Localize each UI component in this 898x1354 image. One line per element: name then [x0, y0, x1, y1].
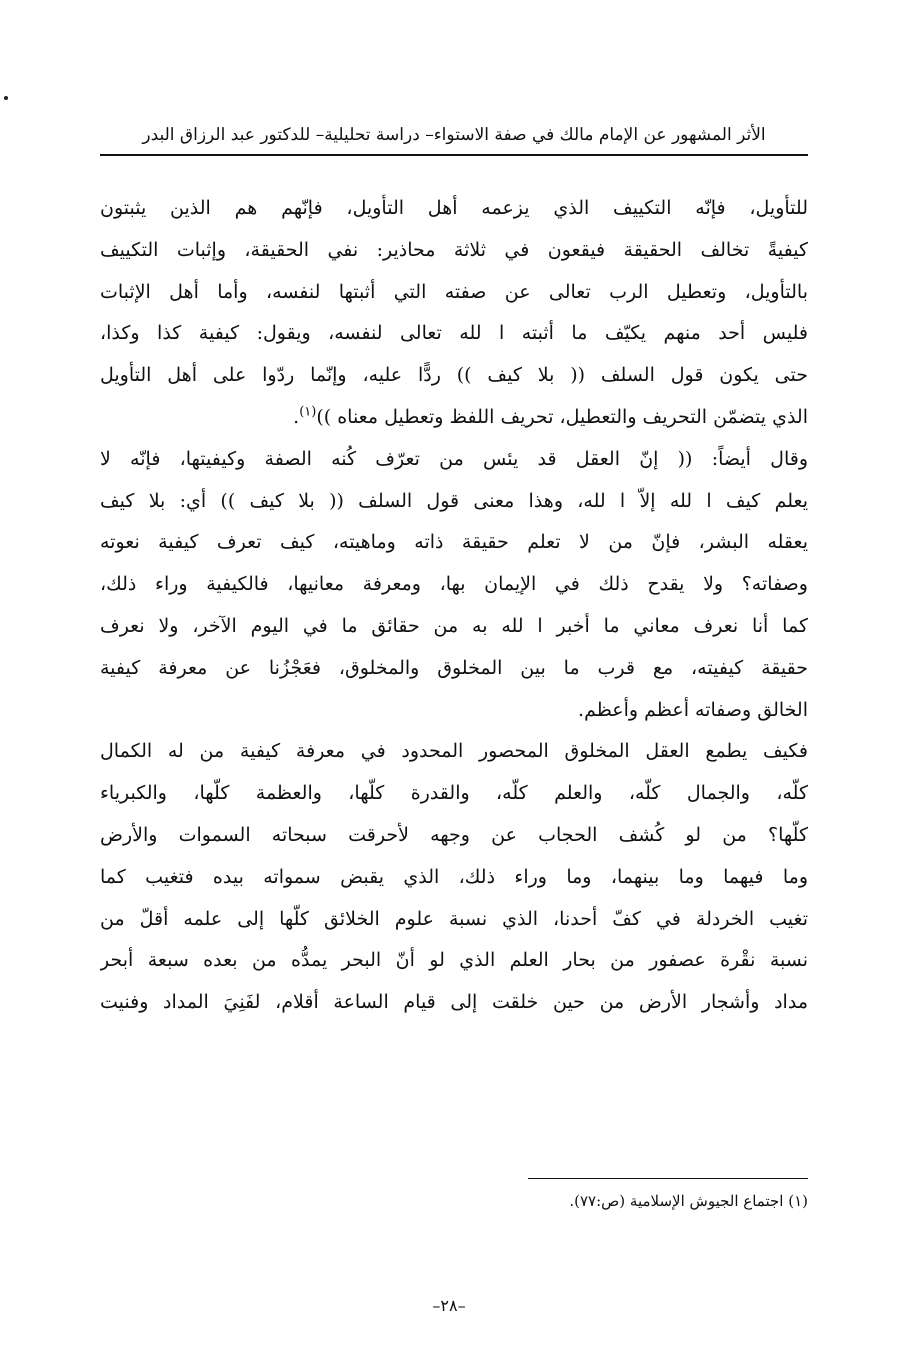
text-line-content: الذي يتضمّن التحريف والتعطيل، تحريف اللفظ وتعطيل معناه )): [316, 405, 808, 428]
text-line-last: الخالق وصفاته أعظم وأعظم.: [578, 698, 808, 721]
text-line: للتأويل، فإنّه التكييف الذي يزعمه أهل التأويل، فإنّهم هم الذين يثبتون: [100, 197, 808, 219]
text-line: نسبة نقْرة عصفور من بحار العلم الذي لو أنّ البحر يمدُّه من بعده سبعة أبحر: [100, 949, 808, 972]
paragraph-3: [100, 731, 808, 1024]
paragraph-2: [100, 439, 808, 732]
text-line: وقال أيضاً: (( إنّ العقل قد يئس من تعرّف كُنه الصفة وكيفيتها، فإنّه لا: [100, 447, 808, 470]
footnote-reference[interactable]: (١): [299, 404, 317, 420]
paragraph-1: [100, 188, 808, 439]
header-rule: [100, 154, 808, 156]
text-line: كلّها؟ من لو كُشف الحجاب عن وجهه لأحرقت سبحاته السموات والأرض: [100, 823, 808, 846]
text-line: فكيف يطمع العقل المخلوق المحصور المحدود في معرفة كيفية من له الكمال: [100, 740, 808, 763]
text-line: كيفيةً تخالف الحقيقة فيقعون في ثلاثة محاذير: نفي الحقيقة، وإثبات التكييف: [100, 238, 808, 261]
footnote: (١) اجتماع الجيوش الإسلامية (ص:٧٧).: [569, 1192, 808, 1210]
page-number: –٢٨–: [432, 1296, 466, 1315]
text-line: حقيقة كيفيته، مع قرب ما بين المخلوق والمخلوق، فعَجْزُنا عن معرفة كيفية: [100, 656, 808, 679]
body-text: [100, 188, 808, 1024]
text-line: كلّه، والجمال كلّه، والعلم كلّه، والقدرة كلّها، والعظمة كلّها، والكبرياء: [100, 782, 808, 805]
text-line: بالتأويل، وتعطيل الرب تعالى عن صفته التي أثبتها لنفسه، وأما أهل الإثبات: [100, 280, 808, 303]
text-line: يعقله البشر، فإنّ من لا تعلم حقيقة ذاته وماهيته، كيف تعرف كيفية نعوته: [100, 531, 808, 554]
scan-speck: [4, 96, 8, 100]
text-line: يعلم كيف ا لله إلاّ ا لله، وهذا معنى قول السلف (( بلا كيف )) أي: بلا كيف: [100, 489, 808, 512]
footnote-separator: [528, 1178, 808, 1179]
text-line: وما فيهما وما بينهما، وما وراء ذلك، الذي يقبض سمواته بيده فتغيب كما: [100, 865, 808, 888]
text-line-last: [100, 397, 808, 439]
text-line: فليس أحد منهم يكيّف ما أثبته ا لله تعالى لنفسه، ويقول: كيفية كذا وكذا،: [100, 322, 808, 345]
text-line: تغيب الخردلة في كفّ أحدنا، الذي نسبة علوم الخلائق كلّها إلى علمه أقلّ من: [100, 907, 808, 930]
text-line: كما أنا نعرف معاني ما أخبر ا لله به من حقائق ما في اليوم الآخر، ولا نعرف: [100, 614, 808, 637]
line-end-punctuation: .: [293, 405, 300, 428]
text-line: حتى يكون قول السلف (( بلا كيف )) ردًّا عليه، وإنّما ردّوا على أهل التأويل: [100, 364, 808, 387]
running-header: الأثر المشهور عن الإمام مالك في صفة الاستواء– دراسة تحليلية– للدكتور عبد الرزاق البدر: [142, 125, 766, 145]
text-line: مداد وأشجار الأرض من حين خلقت إلى قيام الساعة أقلام، لفَنِيَ المداد وفنيت: [100, 991, 808, 1014]
text-line: وصفاته؟ ولا يقدح ذلك في الإيمان بها، ومعرفة معانيها، فالكيفية وراء ذلك،: [100, 573, 808, 596]
